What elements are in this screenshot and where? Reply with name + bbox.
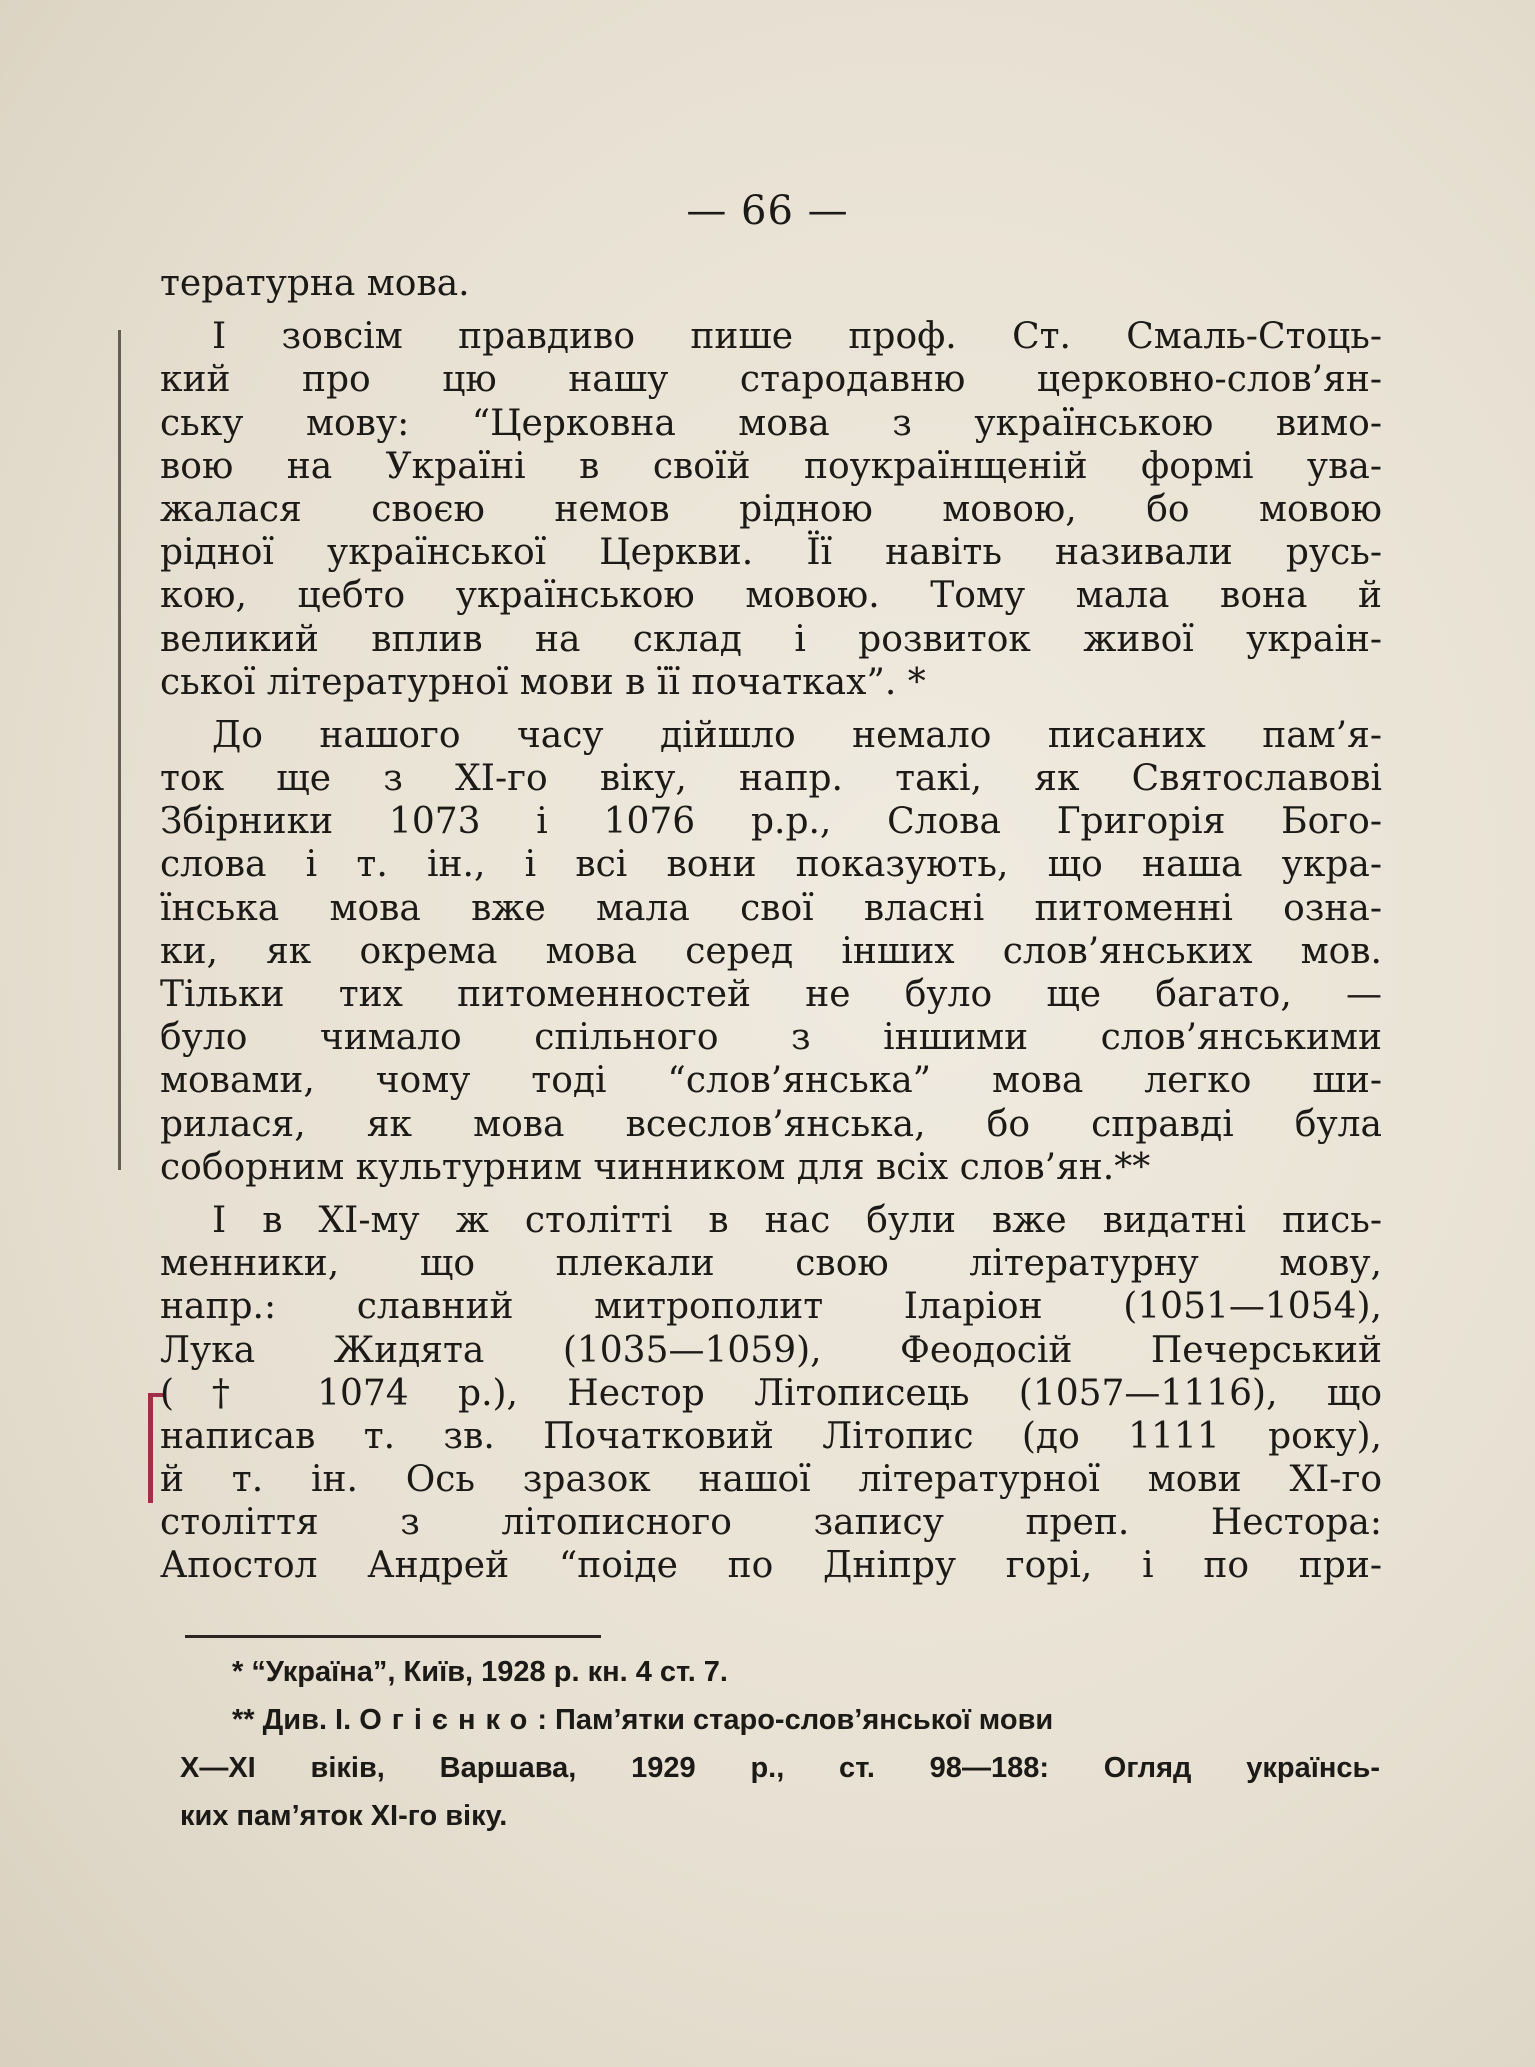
text-line: кою, цебто українською мовою. Тому мала вона й (160, 575, 1382, 617)
text-line: рідної української Церкви. Її навіть називали русь- (160, 532, 1382, 574)
margin-pencil-line (118, 330, 121, 1170)
text-line: Тільки тих питоменностей не було ще багато, — (160, 974, 1382, 1015)
text-line: І в XI-му ж столітті в нас були вже видатні пись- (212, 1199, 1382, 1241)
footnotes (180, 1648, 1380, 1840)
footnote-2-line-2: X—XI віків, Варшава, 1929 р., ст. 98—188: Огляд українсь- (180, 1752, 1380, 1784)
text-line: мовами, чому тоді “слов’янська” мова легко ши- (160, 1060, 1382, 1102)
footnote-2-rest: : Пам’ятки старо-слов’янської мови (537, 1704, 1054, 1736)
footnote-1: * “Україна”, Київ, 1928 р. кн. 4 ст. 7. (232, 1656, 728, 1688)
text-line: рилася, як мова всеслов’янська, бо справді була (160, 1103, 1382, 1145)
footnote-2-line-3: ких пам’яток XI-го віку. (180, 1800, 508, 1832)
footnote-2-author: Огієнко (359, 1704, 538, 1736)
text-line: слова і т. ін., і всі вони показують, що наша укра- (160, 844, 1382, 886)
text-line: й т. ін. Ось зразок нашої літературної мови XI-го (160, 1459, 1382, 1501)
page-number: — 66 — (686, 188, 849, 234)
text-line: менники, що плекали свою літературну мову, (160, 1243, 1382, 1285)
text-line: напр.: славний митрополит Іларіон (1051—1054), (160, 1286, 1382, 1328)
text-line: († 1074 р.), Нестор Літописець (1057—1116), що (160, 1372, 1382, 1414)
text-line: вою на Україні в своїй поукраїнщеній формі ува- (160, 445, 1382, 487)
text-line: соборним культурним чинником для всіх слов’ян.** (160, 1146, 1151, 1188)
text-line: ток ще з XI-го віку, напр. такі, як Святославові (160, 758, 1382, 800)
paragraph-gap (160, 704, 1382, 714)
footnote-2-line-1 (180, 1696, 1380, 1744)
text-line: До нашого часу дійшло немало писаних пам’я- (212, 714, 1382, 756)
text-line: їнська мова вже мала свої власні питоменні озна- (160, 887, 1382, 929)
footnote-2-prefix: ** Див. І. (232, 1704, 360, 1736)
text-line: ської літературної мови в її початках”. * (160, 661, 926, 703)
text-line: кий про цю нашу стародавню церковно-слов’ян- (160, 359, 1382, 401)
text-line: було чимало спільного з іншими слов’янськими (160, 1017, 1382, 1059)
text-line: століття з літописного запису преп. Нестора: (160, 1502, 1382, 1544)
footnote-divider (185, 1635, 601, 1638)
margin-red-mark (148, 1393, 153, 1503)
text-line: Апостол Андрей “поіде по Дніпру горі, і по при- (160, 1545, 1382, 1587)
body-text (160, 262, 1382, 1588)
paragraph-gap (160, 1189, 1382, 1199)
paragraph-gap (160, 305, 1382, 315)
text-line: великий вплив на склад і розвиток живої украін- (160, 618, 1382, 660)
text-line: Лука Жидята (1035—1059), Феодосій Печерський (160, 1329, 1382, 1371)
text-line: ську мову: “Церковна мова з українською вимо- (160, 402, 1382, 444)
text-line: написав т. зв. Початковий Літопис (до 1111 року), (160, 1415, 1382, 1457)
text-line: тературна мова. (160, 263, 470, 304)
text-line: Збірники 1073 і 1076 р.р., Слова Григорія Бого- (160, 801, 1382, 843)
text-line: жалася своєю немов рідною мовою, бо мовою (160, 488, 1382, 530)
text-line: ки, як окрема мова серед інших слов’янських мов. (160, 930, 1382, 972)
text-line: І зовсім правдиво пише проф. Ст. Смаль-Стоць- (212, 316, 1382, 358)
